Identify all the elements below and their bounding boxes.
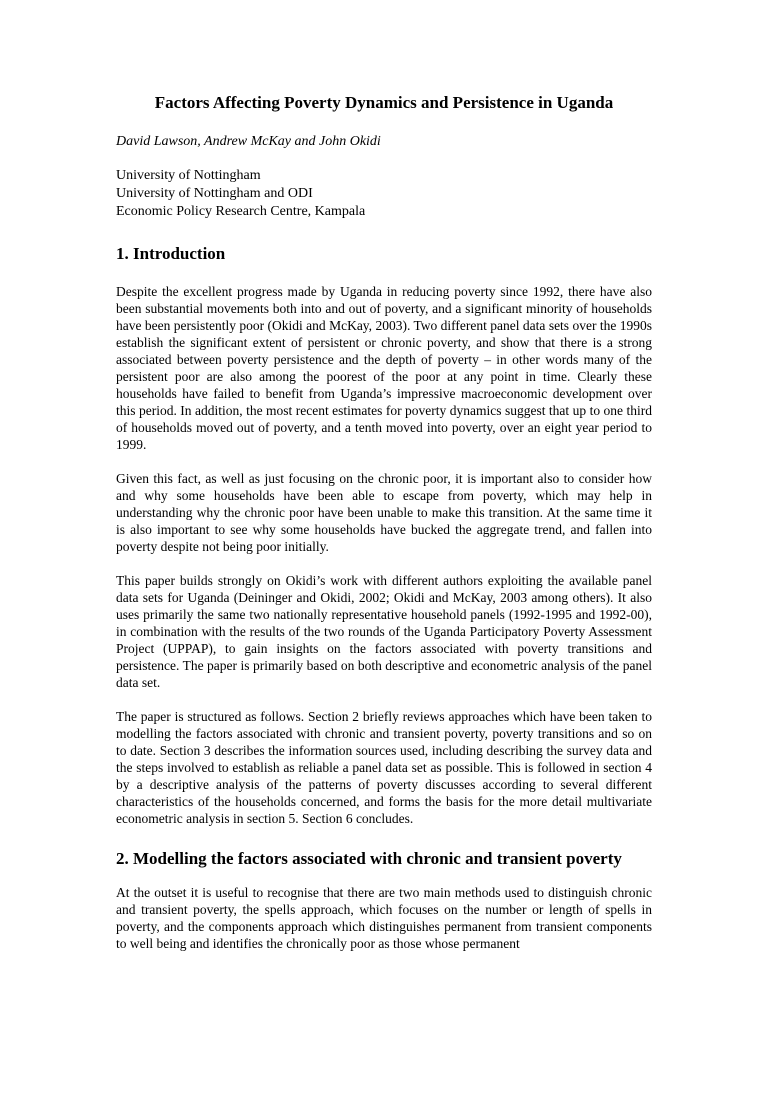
paper-page xyxy=(0,93,768,1117)
paper-authors: David Lawson, Andrew McKay and John Okidi xyxy=(116,134,381,149)
section-1-paragraph-2: Given this fact, as well as just focusing on the chronic poor, it is important also to consider how and why some households have been able to escape from poverty, which may help in understanding why the chronic poor have been unable to make this transition. At the same time it is also important to see why some households have bucked the aggregate trend, and fallen into poverty despite not being poor initially. xyxy=(116,471,652,554)
affiliation-2: University of Nottingham and ODI xyxy=(116,186,313,201)
section-2-heading: 2. Modelling the factors associated with chronic and transient poverty xyxy=(116,849,622,868)
section-1-paragraph-1: Despite the excellent progress made by Uganda in reducing poverty since 1992, there have also been substantial movements both into and out of poverty, and a significant minority of households have been persistently poor (Okidi and McKay, 2003). Two different panel data sets over the 1990s establish the significant extent of persistent or chronic poverty, and show that there is a strong associated between poverty persistence and the depth of poverty – in other words many of the persistent poor are also among the poorest of the poor at any point in time. Clearly these households have failed to benefit from Uganda’s impressive macroeconomic development over this period. In addition, the most recent estimates for poverty dynamics suggest that up to one third of households moved out of poverty, and a tenth moved into poverty, over an eight year period to 1999. xyxy=(116,284,652,452)
affiliations xyxy=(116,167,652,221)
section-1-paragraph-3: This paper builds strongly on Okidi’s work with different authors exploiting the available panel data sets for Uganda (Deininger and Okidi, 2002; Okidi and McKay, 2003 among others). It also uses primarily the same two nationally representative household panels (1992-1995 and 1992-00), in combination with the results of the two rounds of the Uganda Participatory Poverty Assessment Project (UPPAP), to gain insights on the factors associated with poverty transitions and persistence. The paper is primarily based on both descriptive and econometric analysis of the panel data set. xyxy=(116,573,652,690)
section-1-heading: 1. Introduction xyxy=(116,244,226,263)
affiliation-1: University of Nottingham xyxy=(116,168,261,183)
section-2-paragraph-1: At the outset it is useful to recognise that there are two main methods used to distinguish chronic and transient poverty, the spells approach, which focuses on the number or length of spells in poverty, and the components approach which distinguishes permanent from transient components to well being and identifies the chronically poor as those whose permanent xyxy=(116,885,652,951)
section-1-paragraph-4: The paper is structured as follows. Section 2 briefly reviews approaches which have been taken to modelling the factors associated with chronic and transient poverty, poverty transitions and so on to date. Section 3 describes the information sources used, including describing the survey data and the steps involved to establish as reliable a panel data set as possible. This is followed in section 4 by a descriptive analysis of the patterns of poverty discusses according to several different characteristics of the households concerned, and forms the basis for the more detail multivariate econometric analysis in section 5. Section 6 concludes. xyxy=(116,709,652,826)
paper-title: Factors Affecting Poverty Dynamics and Persistence in Uganda xyxy=(154,93,614,112)
affiliation-3: Economic Policy Research Centre, Kampala xyxy=(116,204,366,219)
